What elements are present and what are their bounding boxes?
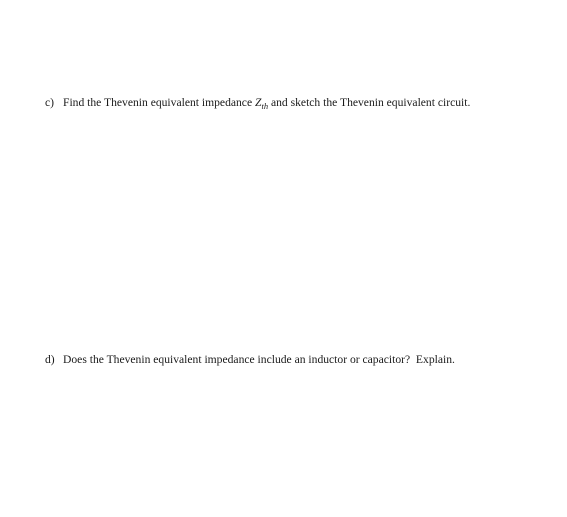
question-c	[45, 96, 470, 110]
zth-subscript: th	[261, 101, 269, 111]
zth-symbol: Z	[255, 96, 262, 109]
question-c-text-before: Find the Thevenin equivalent impedance	[63, 96, 255, 109]
question-d-text: Does the Thevenin equivalent impedance include an inductor or capacitor? Explain.	[63, 353, 455, 366]
question-c-text-after: and sketch the Thevenin equivalent circuit.	[268, 96, 471, 109]
question-d-label: d)	[45, 353, 55, 366]
question-d	[45, 353, 455, 367]
question-c-label: c)	[45, 96, 55, 109]
